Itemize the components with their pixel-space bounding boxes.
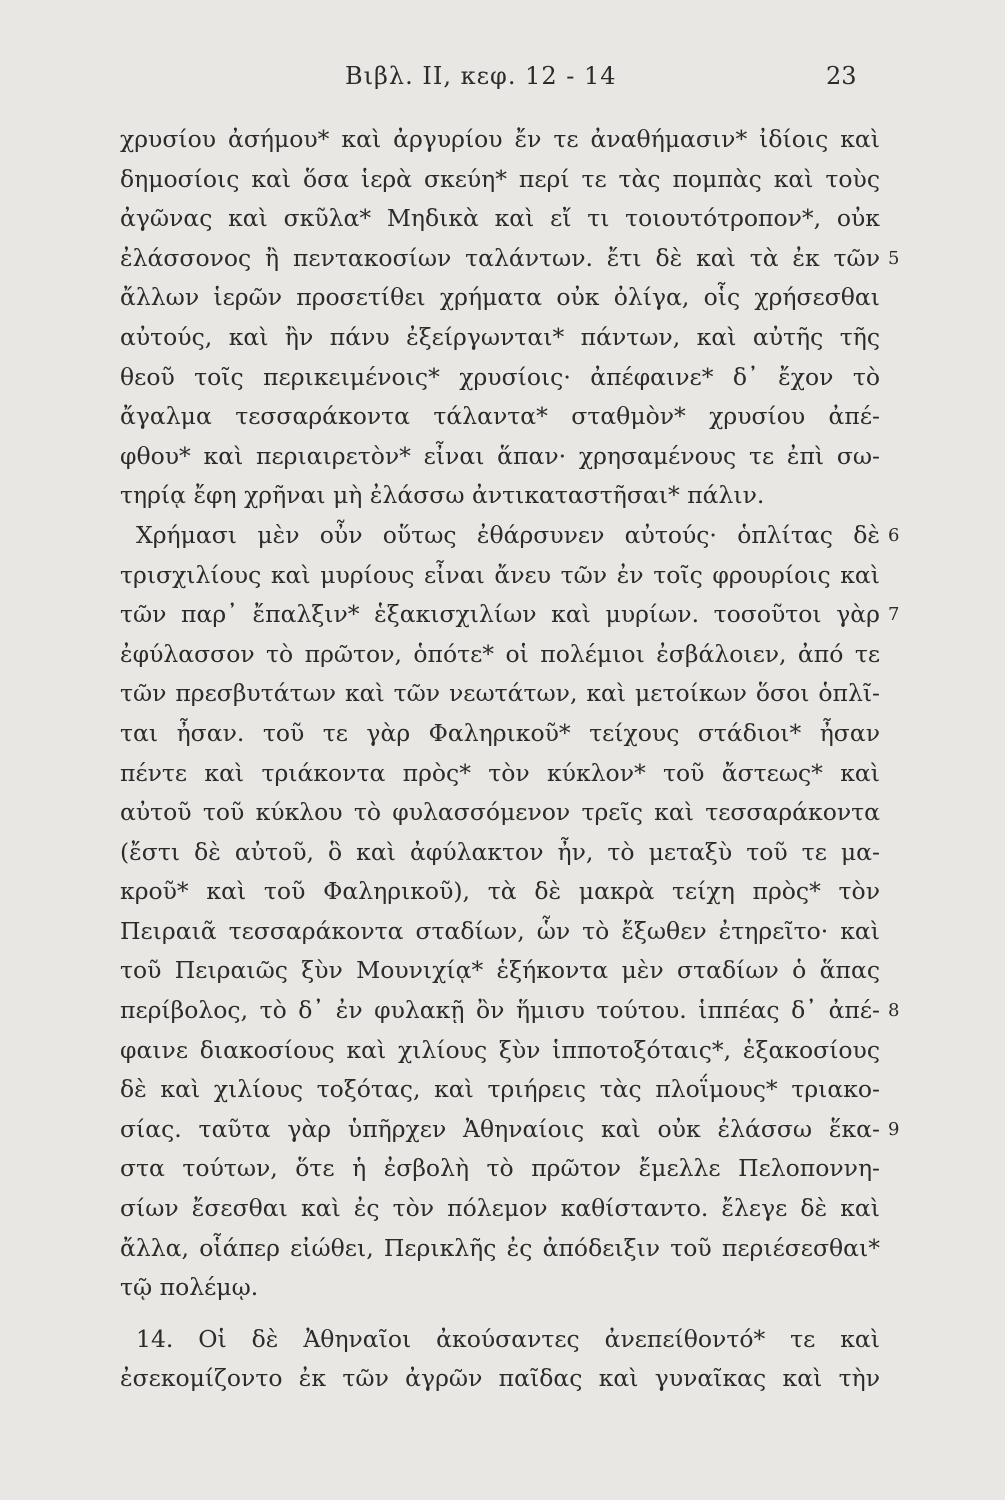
text-line: χρυσίου ἀσήμου* καὶ ἀργυρίου ἔν τε ἀναθήμασιν* ἰδίοις καὶ [120, 125, 880, 153]
text-line: κροῦ* καὶ τοῦ Φαληρικοῦ), τὰ δὲ μακρὰ τείχη πρὸς* τὸν [120, 877, 880, 906]
section-number: 8 [888, 1000, 900, 1022]
text-line: ἀγῶνας καὶ σκῦλα* Μηδικὰ καὶ εἴ τι τοιουτότροπον*, οὐκ [120, 204, 880, 233]
text-line: περίβολος, τὸ δ᾽ ἐν φυλακῇ ὂν ἥμισυ τούτου. ἱππέας δ᾽ ἀπέ- 8 [120, 991, 880, 1031]
text-line: στα τούτων, ὅτε ἡ ἐσβολὴ τὸ πρῶτον ἔμελλε Πελοποννη- [120, 1154, 880, 1183]
text-line: φαινε διακοσίους καὶ χιλίους ξὺν ἱπποτοξόταις*, ἑξακοσίους [120, 1035, 880, 1064]
main-text [120, 120, 900, 1399]
running-head [0, 62, 1005, 102]
text-line: τῶν πρεσβυτάτων καὶ τῶν νεωτάτων, καὶ μετοίκων ὅσοι ὁπλῖ- [120, 679, 880, 708]
text-line: Χρήμασι μὲν οὖν οὕτως ἐθάρσυνεν αὐτούς· ὁπλίτας δὲ 6 [120, 516, 880, 556]
text-line: ἐλάσσονος ἢ πεντακοσίων ταλάντων. ἔτι δὲ καὶ τὰ ἐκ τῶν 5 [120, 239, 880, 279]
section-number: 6 [888, 524, 900, 546]
text-line: τῷ πολέμῳ. [120, 1273, 259, 1302]
text-line: δημοσίοις καὶ ὅσα ἱερὰ σκεύη* περί τε τὰς πομπὰς καὶ τοὺς [120, 164, 880, 193]
text-line: αὐτούς, καὶ ἢν πάνυ ἐξείργωνται* πάντων, καὶ αὐτῆς τῆς [120, 322, 880, 351]
section-number: 9 [888, 1118, 900, 1140]
line-marker: 5 [888, 247, 900, 269]
text-line: τρισχιλίους καὶ μυρίους εἶναι ἄνευ τῶν ἐν τοῖς φρουρίοις καὶ [120, 560, 880, 589]
chapter-start-line: 14. Οἱ δὲ Ἀθηναῖοι ἀκούσαντες ἀνεπείθοντό* τε καὶ [136, 1324, 880, 1353]
text-line: τῶν παρ᾽ ἔπαλξιν* ἑξακισχιλίων καὶ μυρίων. τοσοῦτοι γὰρ 7 [120, 595, 880, 635]
text-line: σίων ἔσεσθαι καὶ ἐς τὸν πόλεμον καθίσταντο. ἔλεγε δὲ καὶ [120, 1194, 880, 1223]
text-line: φθου* καὶ περιαιρετὸν* εἶναι ἅπαν· χρησαμένους τε ἐπὶ σω- [120, 441, 880, 470]
text-line: πέντε καὶ τριάκοντα πρὸς* τὸν κύκλον* τοῦ ἄστεως* καὶ [120, 758, 880, 787]
text-line: δὲ καὶ χιλίους τοξότας, καὶ τριήρεις τὰς πλοΐμους* τριακο- [120, 1075, 880, 1104]
running-title: Βιβλ. ΙΙ, κεφ. 12 - 14 [345, 62, 617, 90]
text-line: (ἔστι δὲ αὐτοῦ, ὃ καὶ ἀφύλακτον ἦν, τὸ μεταξὺ τοῦ τε μα- [120, 837, 880, 866]
text-line: θεοῦ τοῖς περικειμένοις* χρυσίοις· ἀπέφαινε* δ᾽ ἔχον τὸ [120, 362, 880, 391]
text-line: σίας. ταῦτα γὰρ ὑπῆρχεν Ἀθηναίοις καὶ οὐκ ἐλάσσω ἕκα- 9 [120, 1110, 880, 1150]
text-line: ἐφύλασσον τὸ πρῶτον, ὁπότε* οἱ πολέμιοι ἐσβάλοιεν, ἀπό τε [120, 639, 880, 668]
text-line: ἄγαλμα τεσσαράκοντα τάλαντα* σταθμὸν* χρυσίου ἀπέ- [120, 402, 880, 431]
text-line: ἐσεκομίζοντο ἐκ τῶν ἀγρῶν παῖδας καὶ γυναῖκας καὶ τὴν [120, 1364, 880, 1393]
section-number: 7 [888, 604, 900, 626]
text-line: αὐτοῦ τοῦ κύκλου τὸ φυλασσόμενον τρεῖς καὶ τεσσαράκοντα [120, 798, 880, 827]
text-line: ται ἦσαν. τοῦ τε γὰρ Φαληρικοῦ* τείχους στάδιοι* ἦσαν [120, 718, 880, 747]
text-line: ἄλλα, οἷάπερ εἰώθει, Περικλῆς ἐς ἀπόδειξιν τοῦ περιέσεσθαι* [120, 1233, 880, 1262]
text-line: Πειραιᾶ τεσσαράκοντα σταδίων, ὧν τὸ ἔξωθεν ἐτηρεῖτο· καὶ [120, 916, 880, 945]
text-line: ἄλλων ἱερῶν προσετίθει χρήματα οὐκ ὀλίγα, οἷς χρήσεσθαι [120, 283, 880, 312]
text-line: τηρίᾳ ἔφη χρῆναι μὴ ἐλάσσω ἀντικαταστῆσαι* πάλιν. [120, 481, 765, 510]
text-line: τοῦ Πειραιῶς ξὺν Μουνιχίᾳ* ἑξήκοντα μὲν σταδίων ὁ ἅπας [120, 956, 880, 985]
page-number: 23 [826, 62, 857, 90]
